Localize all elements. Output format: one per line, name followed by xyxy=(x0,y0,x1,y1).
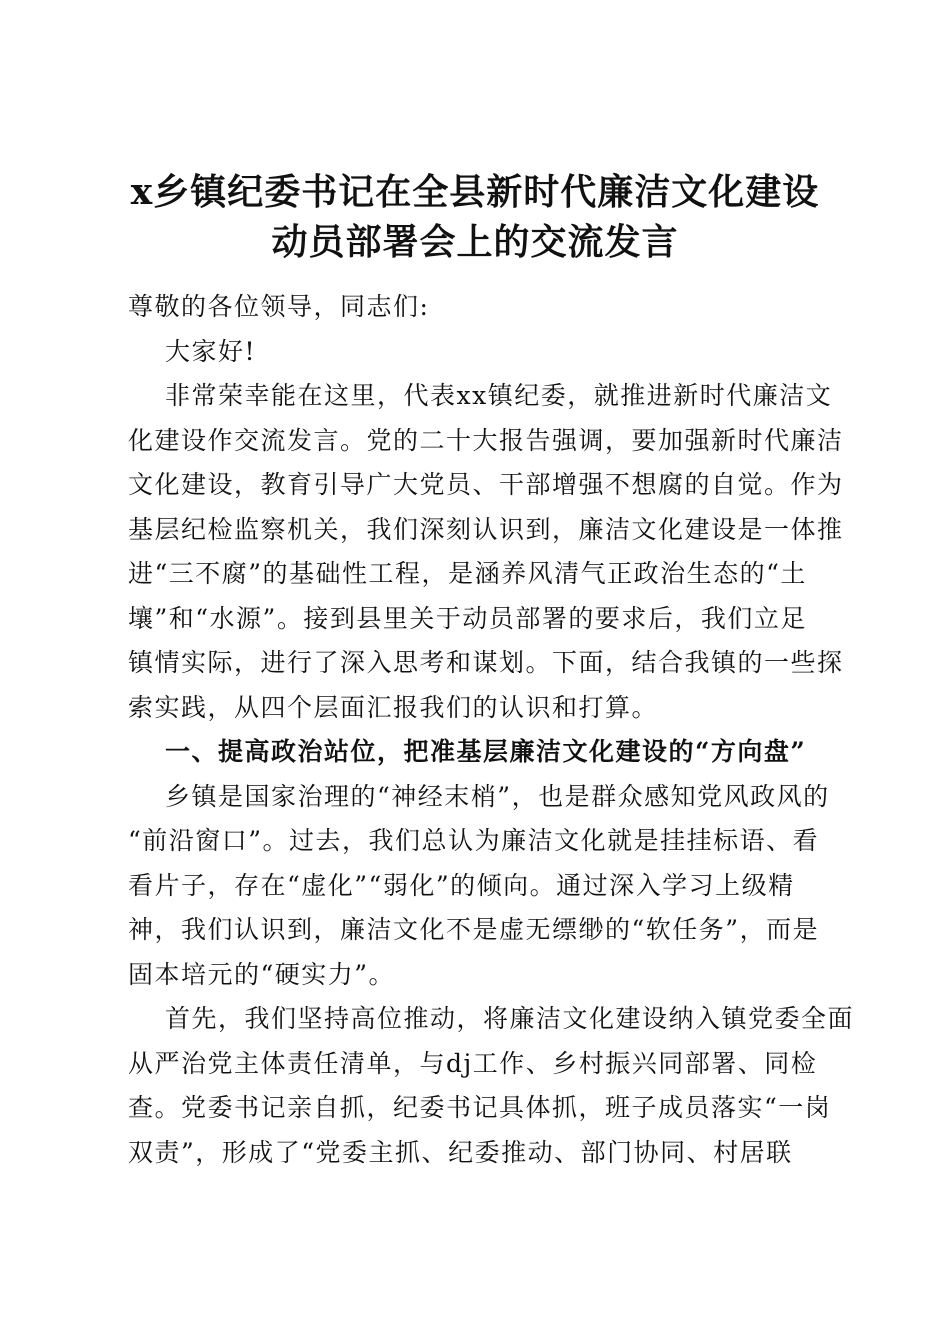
section-1-para-1-line: 神，我们认识到，廉洁文化不是虚无缥缈的“软任务”，而是 xyxy=(128,915,820,944)
section-1-para-1-line: 固本培元的“硬实力”。 xyxy=(128,960,396,989)
section-1-heading: 一、提高政治站位，把准基层廉洁文化建设的“方向盘” xyxy=(165,737,807,766)
section-1-para-2-line: 查。党委书记亲自抓，纪委书记具体抓，班子成员落实“一岗 xyxy=(128,1093,832,1122)
section-1-para-1-line: 乡镇是国家治理的“神经末梢”，也是群众感知党风政风的 xyxy=(165,782,830,811)
intro-line: 文化建设，教育引导广大党员、干部增强不想腐的自觉。作为 xyxy=(128,470,844,499)
salutation: 尊敬的各位领导，同志们: xyxy=(128,292,430,321)
title-line-2: 动员部署会上的交流发言 xyxy=(271,221,679,263)
title-line-1: x乡镇纪委书记在全县新时代廉洁文化建设 xyxy=(130,171,820,213)
intro-line: 索实践，从四个层面汇报我们的认识和打算。 xyxy=(128,693,659,722)
section-1-para-1-line: 看片子，存在“虚化”“弱化”的倾向。通过深入学习上级精 xyxy=(128,871,795,900)
greeting: 大家好! xyxy=(165,337,257,366)
intro-line: 进“三不腐”的基础性工程，是涵养风清气正政治生态的“土 xyxy=(128,559,807,588)
intro-line: 非常荣幸能在这里，代表xx镇纪委，就推进新时代廉洁文 xyxy=(165,381,833,410)
intro-line: 化建设作交流发言。党的二十大报告强调，要加强新时代廉洁 xyxy=(128,426,844,455)
intro-line: 壤”和“水源”。接到县里关于动员部署的要求后，我们立足 xyxy=(128,604,807,633)
intro-line: 基层纪检监察机关，我们深刻认识到，廉洁文化建设是一体推 xyxy=(128,515,844,544)
intro-line: 镇情实际，进行了深入思考和谋划。下面，结合我镇的一些探 xyxy=(128,648,844,677)
section-1-para-2-line: 首先，我们坚持高位推动，将廉洁文化建设纳入镇党委全面 xyxy=(165,1004,855,1033)
section-1-para-2-line: 双责”，形成了“党委主抓、纪委推动、部门协同、村居联 xyxy=(128,1138,793,1167)
section-1-para-1-line: “前沿窗口”。过去，我们总认为廉洁文化就是挂挂标语、看 xyxy=(128,826,820,855)
section-1-para-2-line: 从严治党主体责任清单，与dj工作、乡村振兴同部署、同检 xyxy=(128,1049,818,1078)
